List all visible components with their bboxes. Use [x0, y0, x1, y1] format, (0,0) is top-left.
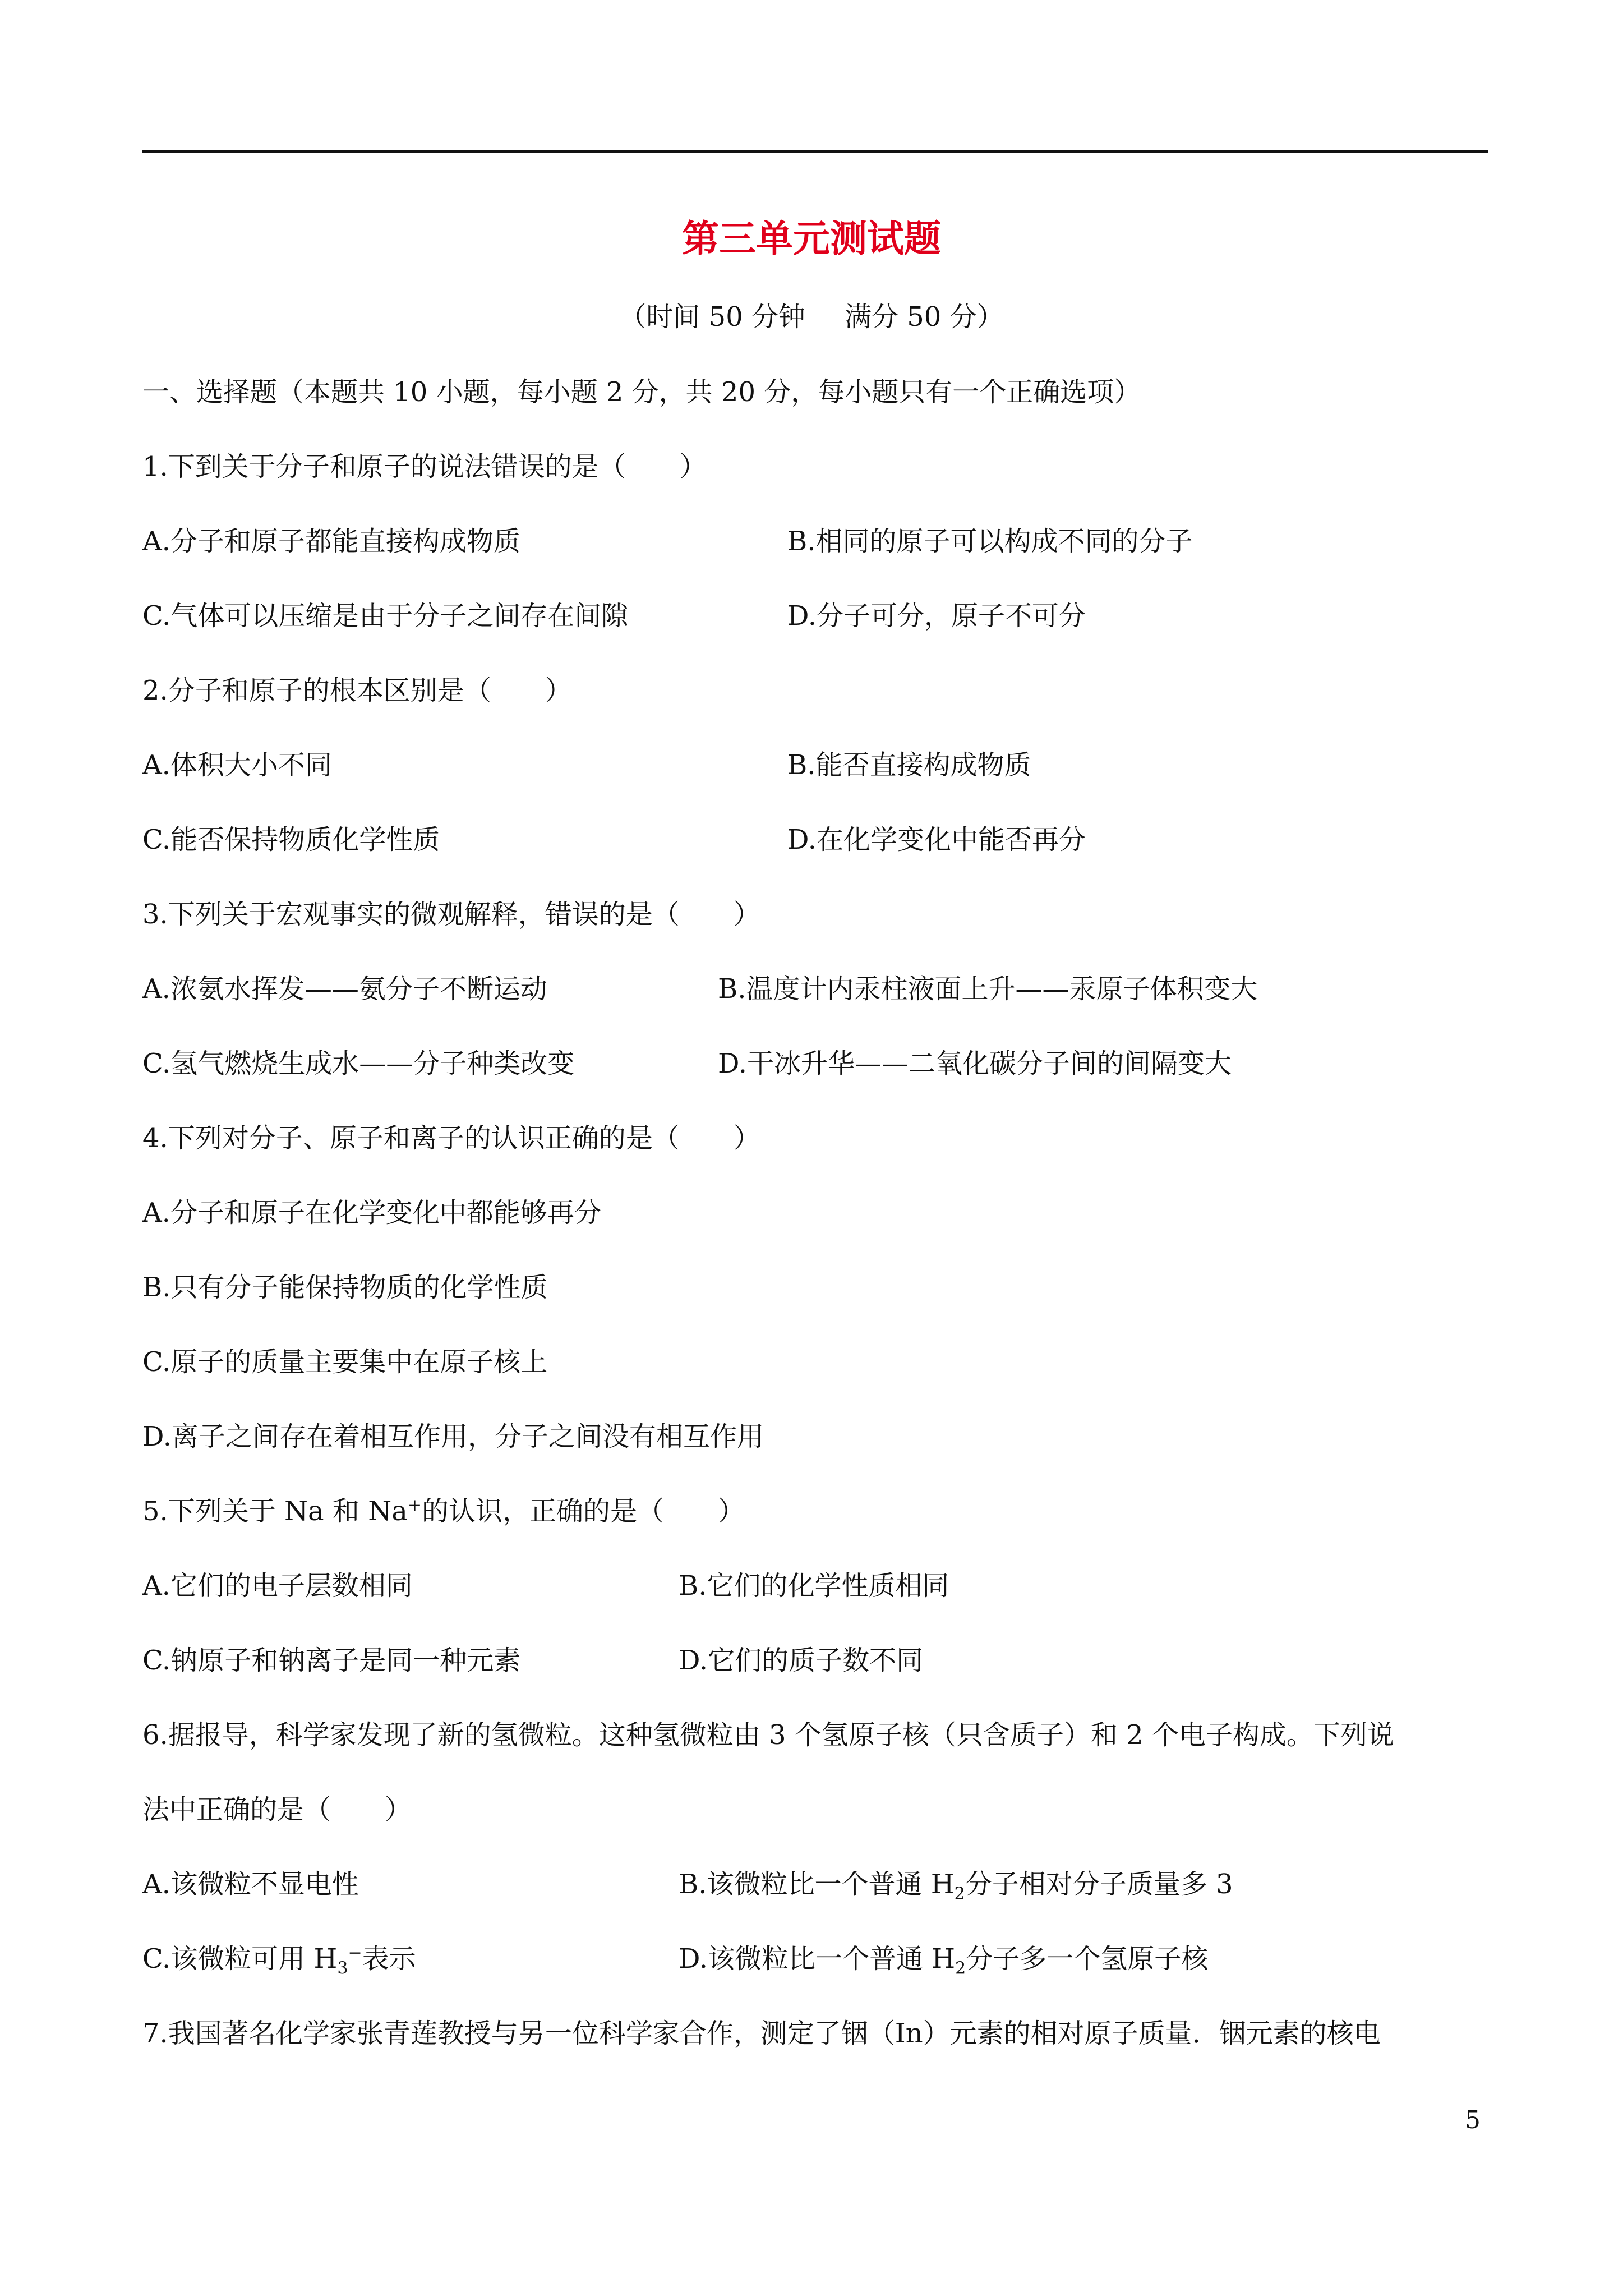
- question-2-option-b: B.能否直接构成物质: [787, 749, 1031, 781]
- question-1-option-a: A.分子和原子都能直接构成物质: [142, 526, 520, 557]
- exam-info: [0, 297, 1623, 337]
- question-2-stem: 2.分子和原子的根本区别是（ ）: [142, 675, 572, 706]
- option-d-text: D.该微粒比一个普通 H: [679, 1943, 956, 1975]
- question-3-stem: 3.下列关于宏观事实的微观解释，错误的是（ ）: [142, 899, 760, 930]
- subscript: 3: [337, 1958, 348, 1978]
- subscript: 2: [954, 1884, 965, 1904]
- option-b-tail: 分子相对分子质量多 3: [965, 1869, 1233, 1900]
- question-6-option-c: [142, 1939, 416, 1978]
- question-3-option-d: D.干冰升华——二氧化碳分子间的间隔变大: [718, 1048, 1232, 1079]
- question-3-option-a: A.浓氨水挥发——氨分子不断运动: [142, 973, 547, 1005]
- exam-time: （时间 50 分钟: [619, 301, 805, 333]
- question-4-option-c: C.原子的质量主要集中在原子核上: [142, 1346, 548, 1378]
- question-5-option-a: A.它们的电子层数相同: [142, 1570, 413, 1602]
- question-4-option-a: A.分子和原子在化学变化中都能够再分: [142, 1197, 601, 1228]
- question-4-stem: 4.下列对分子、原子和离子的认识正确的是（ ）: [142, 1122, 760, 1154]
- question-4-option-b: B.只有分子能保持物质的化学性质: [142, 1272, 548, 1303]
- section-heading: 一、选择题（本题共 10 小题，每小题 2 分，共 20 分，每小题只有一个正确选项）: [142, 376, 1141, 408]
- question-3-option-b: B.温度计内汞柱液面上升——汞原子体积变大: [718, 973, 1258, 1005]
- question-6-option-b: [679, 1865, 1233, 1904]
- question-6-option-d: [679, 1939, 1208, 1978]
- question-5-option-d: D.它们的质子数不同: [679, 1645, 924, 1676]
- charge-superscript: −: [348, 1943, 362, 1963]
- question-1-stem: 1.下到关于分子和原子的说法错误的是（ ）: [142, 451, 707, 482]
- question-5-stem: [142, 1492, 745, 1531]
- question-5-stem-tail: 的认识，正确的是（ ）: [421, 1496, 745, 1527]
- question-6-stem-line-1: 6.据报导，科学家发现了新的氢微粒。这种氢微粒由 3 个氢原子核（只含质子）和 2 个电子构成。下列说: [142, 1719, 1394, 1751]
- subscript: 2: [955, 1958, 966, 1978]
- question-2-option-c: C.能否保持物质化学性质: [142, 824, 440, 855]
- question-5-option-c: C.钠原子和钠离子是同一种元素: [142, 1645, 521, 1676]
- page-title: 第三单元测试题: [682, 217, 941, 260]
- question-2-option-d: D.在化学变化中能否再分: [787, 824, 1086, 855]
- option-d-tail: 分子多一个氢原子核: [966, 1943, 1209, 1975]
- exam-score: 满分 50 分）: [845, 301, 1004, 333]
- question-6-stem-line-2: 法中正确的是（ ）: [142, 1794, 412, 1825]
- charge-superscript: +: [407, 1496, 422, 1515]
- question-1-option-b: B.相同的原子可以构成不同的分子: [787, 526, 1193, 557]
- question-5-option-b: B.它们的化学性质相同: [679, 1570, 949, 1602]
- question-6-option-a: A.该微粒不显电性: [142, 1869, 359, 1900]
- option-c-tail: 表示: [362, 1943, 416, 1975]
- option-b-text: B.该微粒比一个普通 H: [679, 1869, 955, 1900]
- question-5-stem-text: 5.下列关于 Na 和 Na: [142, 1496, 408, 1527]
- page-number: 5: [1465, 2106, 1481, 2134]
- question-1-option-d: D.分子可分，原子不可分: [787, 600, 1086, 632]
- option-c-text: C.该微粒可用 H: [142, 1943, 338, 1975]
- question-7-stem: 7.我国著名化学家张青莲教授与另一位科学家合作，测定了铟（In）元素的相对原子质量．铟元素的核电: [142, 2018, 1381, 2049]
- header-rule: [142, 150, 1488, 153]
- question-3-option-c: C.氢气燃烧生成水——分子种类改变: [142, 1048, 575, 1079]
- question-4-option-d: D.离子之间存在着相互作用，分子之间没有相互作用: [142, 1421, 764, 1452]
- question-1-option-c: C.气体可以压缩是由于分子之间存在间隙: [142, 600, 629, 632]
- question-2-option-a: A.体积大小不同: [142, 749, 332, 781]
